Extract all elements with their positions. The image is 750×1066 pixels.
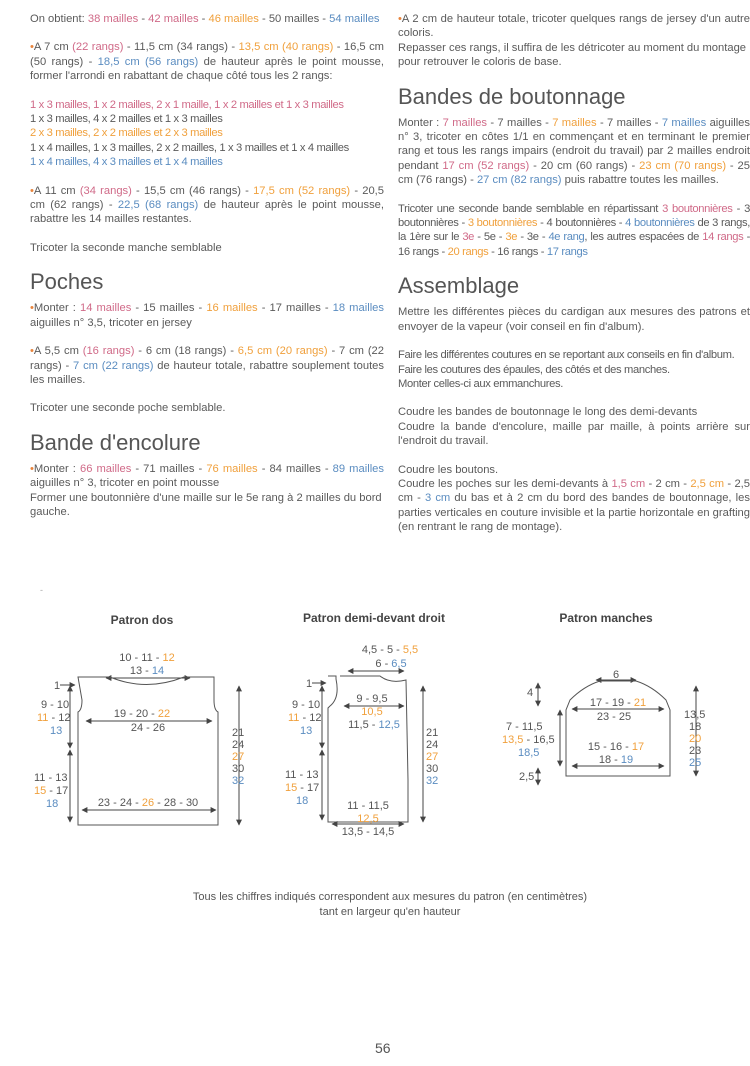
assemblage-paragraph-4: Coudre les boutons. Coudre les poches sur les demi-devants à 1,5 cm - 2 cm - 2,5 cm - 2,5 cm - 3 cm du bas et à 2 cm du bord des bandes de boutonnage, les parties verticales en couture invisible et la partie horizontale en grafting (en rentrant le rang de montage). [398,463,750,534]
devant-side-2: 15 - 17 [285,782,320,794]
left-column [30,12,384,533]
bandes-paragraph-1: Monter : 7 mailles - 7 mailles - 7 mailles - 7 mailles - 7 mailles aiguilles n° 3, tricoter en côtes 1/1 en commençant et en terminant le premier rang et tous les rangs impairs (endroit du travail) par 2 mailles endroit pendant 17 cm (52 rangs) - 20 cm (60 rangs) - 23 cm (70 rangs) - 25 cm (76 rangs) - 27 cm (82 rangs) puis rabattre toutes les mailles. [398,116,750,187]
svg-text:25: 25 [689,757,702,769]
dos-one: 1 [54,680,61,692]
svg-text:21: 21 [426,727,439,739]
svg-text:18: 18 [296,795,309,807]
bullet-icon: • [30,462,34,475]
second-pocket-text: Tricoter une seconde poche semblable. [30,402,226,415]
svg-text:10,5: 10,5 [361,706,383,718]
assemblage-paragraph-2: Faire les différentes coutures en se reportant aux conseils en fin d'album. Faire les coutures des épaules, des côtés et des manches. Monter celles-ci aux emmanchures. [398,349,735,390]
pattern-diagrams [0,600,750,860]
assemblage-paragraph-3: Coudre les bandes de boutonnage le long des demi-devants Coudre la bande d'encolure, maille par maille, à points arrière sur l'endroit du travail. [398,406,750,448]
svg-text:32: 32 [426,775,439,787]
svg-text:30: 30 [232,763,245,775]
dos-neck-width: 13 - 14 [129,665,165,677]
diagram-patron-dos [34,613,244,825]
intro-paragraph: On obtient: 38 mailles - 42 mailles - 46 mailles - 50 mailles - 54 mailles [30,13,380,25]
svg-text:18: 18 [689,721,702,733]
dos-armhole-2: 11 - 12 [37,712,71,724]
svg-text:24: 24 [426,739,439,751]
svg-text:4: 4 [527,687,534,699]
devant-chest-2: 11,5 - 12,5 [348,719,400,731]
devant-title: Patron demi-devant droit [302,611,446,625]
svg-text:20: 20 [689,733,702,745]
manches-cuff-2: 18 - 19 [598,754,634,766]
svg-text:13,5: 13,5 [684,709,706,721]
page-number: 56 [375,1040,391,1056]
devant-chest-1: 9 - 9,5 [356,693,388,705]
svg-text:12,5: 12,5 [357,813,379,825]
devant-side-1: 11 - 13 [285,769,319,781]
dos-side-1: 11 - 13 [34,772,68,784]
svg-text:24: 24 [232,739,245,751]
decrease-paragraph: •A 7 cm (22 rangs) - 11,5 cm (34 rangs) - 13,5 cm (40 rangs) - 16,5 cm (50 rangs) - 18,5 cm (56 rangs) de hauteur après le point mousse, former l'arrondi en rabattant de chaque côté tous les 2 rangs: [30,41,384,83]
dos-chest-width-2: 24 - 26 [130,722,166,734]
bindoff-paragraph: •A 11 cm (34 rangs) - 15,5 cm (46 rangs) - 17,5 cm (52 rangs) - 20,5 cm (62 rangs) - 22,5 (68 rangs) de hauteur après le point mousse, rabattre les 14 mailles restantes. [30,184,384,226]
svg-text:2,5: 2,5 [519,771,535,783]
dos-chest-width: 19 - 20 - 22 [113,708,171,720]
decrease-sequence: 1 x 3 mailles, 1 x 2 mailles, 2 x 1 maille, 1 x 2 mailles et 1 x 3 mailles 1 x 3 mailles, 4 x 2 mailles et 1 x 3 mailles 2 x 3 mailles, 2 x 2 mailles et 2 x 3 mailles 1 x 4 mailles, 1 x 3 mailles, 2 x 2 mailles, 1 x 3 mailles et 1 x 4 mailles 1 x 4 mailles, 4 x 3 mailles et 1 x 4 mailles [30,98,349,169]
dos-side-3: 18 [46,798,59,810]
diagram-patron-demi-devant [285,611,445,838]
bandes-paragraph-2: Tricoter une seconde bande semblable en répartissant 3 boutonnières - 3 boutonnières - 3 boutonnières - 4 boutonnières - 4 boutonnières de 3 rangs, la 1ère sur le 3e - 5e - 3e - 3e - 4e rang, les autres espacées de 14 rangs - 16 rangs - 20 rangs - 16 rangs - 17 rangs [398,202,750,258]
svg-text:23: 23 [689,745,702,757]
assemblage-heading: Assemblage [398,273,520,299]
stripe-paragraph: •A 2 cm de hauteur totale, tricoter quelques rangs de jersey d'un autre coloris. [398,13,750,40]
diagram-footnote: Tous les chiffres indiqués correspondent aux mesures du patron (en centimètres) tant en largeur qu'en hauteur [192,891,588,918]
manches-top-width-2: 23 - 25 [596,711,632,723]
dos-title: Patron dos [110,613,174,627]
dos-height-1: 21 [232,727,245,739]
stripe-paragraph-2: Repasser ces rangs, il suffira de les détricoter au moment du montage pour retrouver le coloris de base. [398,41,747,69]
bullet-icon: • [398,13,402,25]
svg-text:1: 1 [306,678,313,690]
manches-side-1: 7 - 11,5 [506,721,543,733]
diagrams-svg [0,600,750,860]
assemblage-paragraph-1: Mettre les différentes pièces du cardigan aux mesures des patrons et envoyer de la vapeur (voir conseil en fin d'album). [398,306,750,333]
encolure-monter: •Monter : 66 mailles - 71 mailles - 76 mailles - 84 mailles - 89 mailles aiguilles n° 3, tricoter en point mousse [30,462,384,490]
margin-mark: - [40,585,43,595]
bullet-icon: • [30,184,34,197]
dos-bottom-width: 23 - 24 - 26 - 28 - 30 [97,797,199,809]
dos-side-2: 15 - 17 [34,785,69,797]
manches-side-2: 13,5 - 16,5 [502,734,555,746]
svg-text:27: 27 [426,751,439,763]
encolure-buttonhole: Former une boutonnière d'une maille sur le 5e rang à 2 mailles du bord gauche. [30,491,382,518]
devant-pocket-1: 11 - 11,5 [347,800,389,812]
bullet-icon: • [30,345,34,358]
bullet-icon: • [30,302,34,315]
dos-armhole-3: 13 [50,725,63,737]
svg-text:32: 32 [232,775,245,787]
svg-text:27: 27 [232,751,245,763]
svg-text:30: 30 [426,763,439,775]
svg-text:6: 6 [612,669,620,681]
diagram-patron-manches [502,611,705,785]
dos-armhole-1: 9 - 10 [41,699,70,711]
right-column [398,12,750,549]
devant-armhole-2: 11 - 12 [288,712,322,724]
devant-bottom-width: 13,5 - 14,5 [341,826,395,838]
devant-shoulder-1: 4,5 - 5 - 5,5 [361,644,419,656]
encolure-heading: Bande d'encolure [30,429,201,455]
bullet-icon: • [30,41,34,54]
manches-cuff-1: 15 - 16 - 17 [587,741,645,753]
svg-text:13: 13 [300,725,313,737]
poches-monter: •Monter : 14 mailles - 15 mailles - 16 mailles - 17 mailles - 18 mailles aiguilles n° 3,5, tricoter en jersey [30,302,384,329]
dos-top-width: 10 - 11 - 12 [119,652,175,664]
manches-top-width-1: 17 - 19 - 21 [589,697,647,709]
manches-title: Patron manches [559,611,653,625]
svg-text:18,5: 18,5 [518,747,540,759]
poches-heading: Poches [30,269,104,295]
bandes-heading: Bandes de boutonnage [398,83,626,109]
devant-shoulder-2: 6 - 6,5 [375,658,407,670]
devant-armhole-1: 9 - 10 [292,699,321,711]
second-sleeve-text: Tricoter la seconde manche semblable [30,241,222,254]
poches-height: •A 5,5 cm (16 rangs) - 6 cm (18 rangs) - 6,5 cm (20 rangs) - 7 cm (22 rangs) - 7 cm (22 rangs) de hauteur totale, rabattre souplement toutes les mailles. [30,345,385,386]
